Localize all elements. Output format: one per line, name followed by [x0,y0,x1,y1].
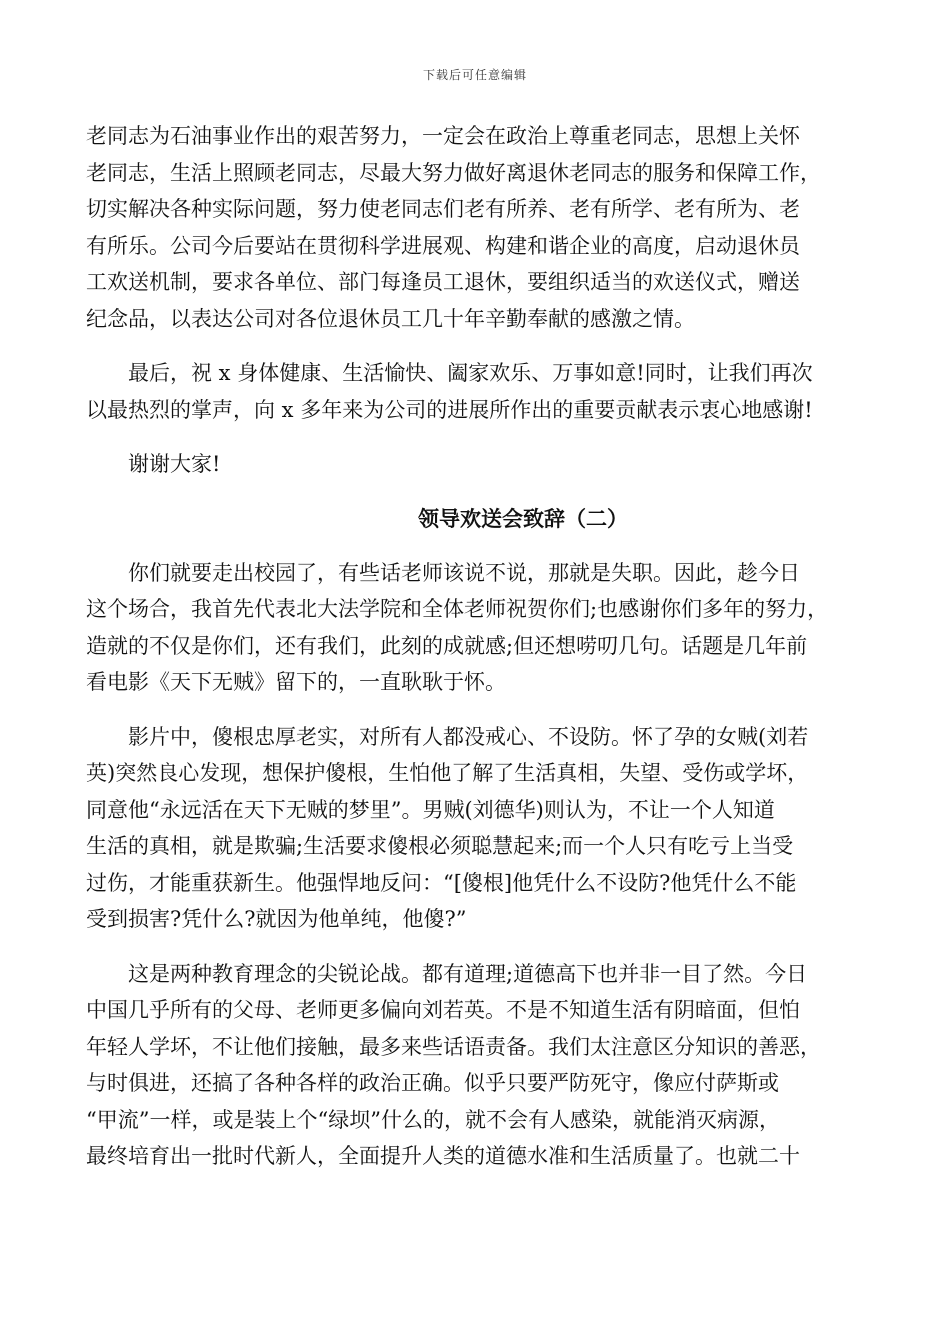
paragraph-spacer [86,537,864,555]
text-line: “甲流”一样，或是装上个“绿坝”什么的，就不会有人感染，就能消灭病源， [86,1107,780,1132]
text-line: 最终培育出一批时代新人，全面提升人类的道德水准和生活质量了。也就二十 [86,1144,800,1168]
paragraph-spacer [86,701,864,719]
text-line: 老同志为石油事业作出的艰苦努力，一定会在政治上尊重老同志，思想上关怀 [86,124,800,148]
paragraph-4 [86,555,864,701]
text-line: 生活的真相，就是欺骗;生活要求傻根必须聪慧起来;而一个人只有吃亏上当受 [86,834,794,858]
paragraph-spacer [86,428,864,446]
text-line: 工欢送机制，要求各单位、部门每逢员工退休，要组织适当的欢送仪式，赠送 [86,270,800,294]
text-line: 年轻人学坏，不让他们接触，最多来些话语责备。我们太注意区分知识的善恶， [86,1034,821,1059]
text-line: 看电影《天下无贼》留下的，一直耿耿于怀。 [86,670,506,694]
text-line: 以最热烈的掌声，向 x 多年来为公司的进展所作出的重要贡献表示衷心地感谢! [86,397,813,422]
text-line: 最后，祝 x 身体健康、生活愉快、阖家欢乐、万事如意!同时，让我们再次 [86,361,813,385]
paragraph-spacer [86,483,864,501]
paragraph-1 [86,118,864,337]
text-line: 切实解决各种实际问题，努力使老同志们老有所养、老有所学、老有所为、老 [86,197,800,221]
text-line: 与时俱进，还搞了各种各样的政治正确。似乎只要严防死守，像应付萨斯或 [86,1071,779,1095]
text-line: 同意他“永远活在天下无贼的梦里”。男贼(刘德华)则认为，不让一个人知道 [86,797,775,822]
page-header: 下载后可任意编辑 [422,68,527,82]
text-line: 纪念品，以表达公司对各位退休员工几十年辛勤奉献的感激之情。 [86,306,695,331]
paragraph-2 [86,355,864,428]
text-line: 英)突然良心发现，想保护傻根，生怕他了解了生活真相，失望、受伤或学坏， [86,761,809,785]
section-title: 领导欢送会致辞（二） [418,505,628,531]
text-line: 造就的不仅是你们，还有我们，此刻的成就感;但还想唠叨几句。话题是几年前 [86,633,808,658]
text-line: 这是两种教育理念的尖锐论战。都有道理;道德高下也并非一目了然。今日 [86,961,808,986]
text-line: 有所乐。公司今后要站在贯彻科学进展观、构建和谐企业的高度，启动退休员 [86,233,800,258]
paragraph-spacer [86,938,864,956]
text-line: 谢谢大家! [86,452,221,476]
text-line: 这个场合，我首先代表北大法学院和全体老师祝贺你们;也感谢你们多年的努力， [86,597,829,621]
text-line: 老同志，生活上照顾老同志，尽最大努力做好离退休老同志的服务和保障工作， [86,160,821,185]
paragraph-spacer [86,337,864,355]
document-body [86,118,864,1175]
paragraph-5 [86,719,864,938]
paragraph-3 [86,446,864,483]
text-line: 中国几乎所有的父母、老师更多偏向刘若英。不是不知道生活有阴暗面，但怕 [86,998,800,1022]
text-line: 影片中，傻根忠厚老实，对所有人都没戒心、不设防。怀了孕的女贼(刘若 [86,724,809,749]
text-line: 受到损害?凭什么?就因为他单纯，他傻?” [86,907,467,931]
paragraph-6 [86,956,864,1175]
text-line: 你们就要走出校园了，有些话老师该说不说，那就是失职。因此，趁今日 [86,560,800,585]
text-line: 过伤，才能重获新生。他强悍地反问：“[傻根]他凭什么不设防?他凭什么不能 [86,870,797,895]
